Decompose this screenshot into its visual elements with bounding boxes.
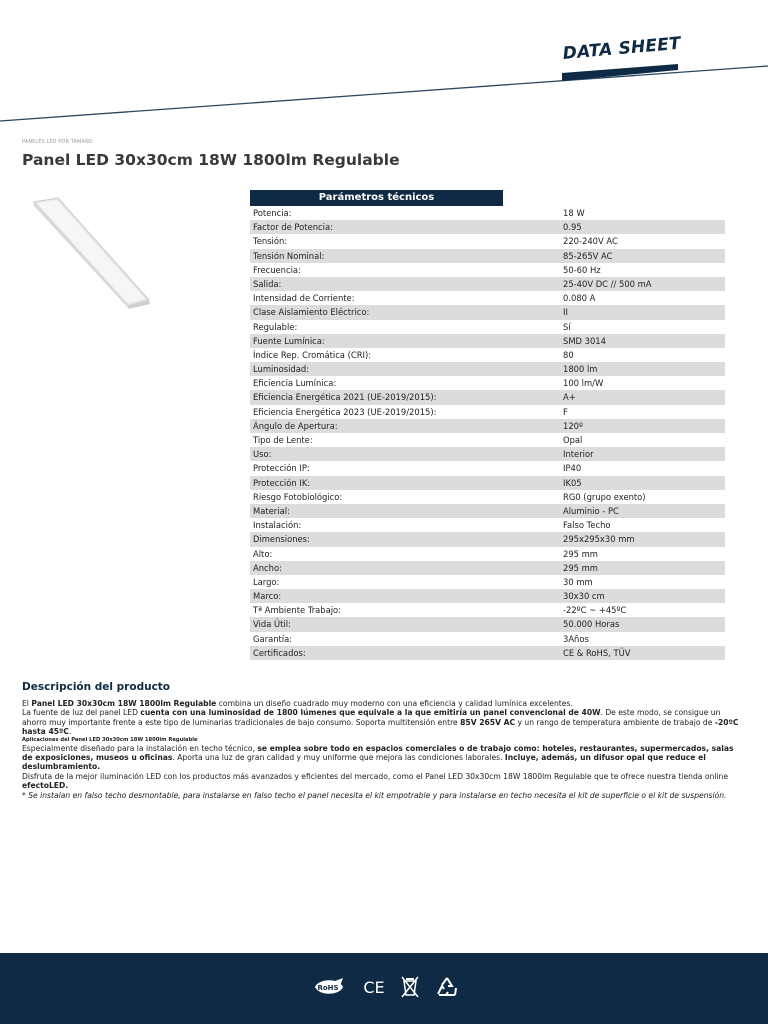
ce-label: CE [363, 978, 385, 997]
spec-value: CE & RoHS, TÜV [563, 647, 631, 658]
spec-value: 0.080 A [563, 293, 596, 304]
spec-label: Intensidad de Corriente: [253, 293, 355, 304]
spec-row [250, 220, 725, 234]
spec-row [250, 561, 725, 575]
spec-row [250, 263, 725, 277]
spec-value: 220-240V AC [563, 236, 618, 247]
spec-value: Aluminio - PC [563, 505, 619, 516]
spec-label: Tª Ambiente Trabajo: [253, 605, 341, 616]
spec-value: 18 W [563, 208, 585, 218]
spec-row [250, 632, 725, 646]
product-image [24, 188, 160, 320]
spec-label: Certificados: [253, 647, 306, 658]
spec-label: Ángulo de Apertura: [253, 420, 338, 431]
text: Disfruta de la mejor iluminación LED con los productos más avanzados y eficientes del mercado, como el Panel LED 30x30cm 18W 1800lm Regulable que te ofrece nuestra tienda online [22, 771, 729, 781]
installation-note: * Se instalan en falso techo desmontable, para instalarse en falso techo el panel necesita el kit empotrable y para instalarse en techo necesita el kit de superficie o el kit de suspensión. [22, 790, 727, 800]
spec-label: Vida Útil: [253, 619, 291, 630]
spec-label: Salida: [253, 278, 282, 289]
spec-row [250, 419, 725, 433]
ce-mark-icon [362, 976, 386, 998]
spec-row [250, 320, 725, 334]
spec-label: Largo: [253, 576, 280, 587]
spec-label: Eficiencia Lumínica: [253, 378, 337, 389]
spec-value: F [563, 406, 568, 417]
spec-row [250, 504, 725, 518]
highlight-text: Incluye, además, un difusor opal que reduce el deslumbramiento. [22, 753, 706, 772]
description-heading: Descripción del producto [22, 681, 171, 693]
spec-label: Marco: [253, 591, 282, 602]
text: Especialmente diseñado para la instalación en techo técnico, [22, 743, 258, 753]
spec-value: 30x30 cm [563, 591, 605, 602]
spec-row [250, 603, 725, 617]
spec-value: 0.95 [563, 222, 582, 233]
spec-label: Luminosidad: [253, 364, 310, 375]
spec-value: 30 mm [563, 576, 593, 587]
spec-value: 25-40V DC // 500 mA [563, 278, 652, 289]
spec-label: Protección IP: [253, 463, 310, 474]
spec-label: Tensión Nominal: [253, 250, 325, 261]
spec-label: Tipo de Lente: [253, 435, 313, 445]
spec-label: Dimensiones: [253, 534, 310, 545]
spec-value: II [563, 307, 568, 318]
spec-row [250, 476, 725, 490]
spec-label: Eficiencia Energética 2023 (UE-2019/2015): [253, 406, 437, 417]
text: combina un diseño cuadrado muy moderno con una eficiencia y calidad lumínica excelentes. [216, 699, 573, 708]
text: La fuente de luz del panel LED [22, 708, 141, 718]
spec-label: Riesgo Fotobiológico: [253, 491, 343, 502]
spec-value: 85-265V AC [563, 250, 613, 261]
spec-row [250, 589, 725, 603]
spec-value: A+ [563, 392, 576, 403]
spec-row [250, 249, 725, 263]
spec-row [250, 390, 725, 404]
spec-label: Factor de Potencia: [253, 222, 333, 233]
spec-value: 120º [563, 420, 583, 431]
text: El [22, 699, 32, 708]
spec-label: Alto: [253, 548, 273, 559]
datasheet-title: DATA SHEET [562, 33, 682, 64]
spec-value: 295 mm [563, 562, 598, 573]
applications-subheading: Aplicaciones del Panel LED 30x30cm 18W 1800lm Regulable [22, 736, 198, 743]
specs-table [250, 206, 725, 660]
spec-value: Sí [563, 321, 571, 332]
spec-value: 3Años [563, 633, 589, 644]
spec-label: Uso: [253, 449, 272, 460]
highlight-text: 85V 265V AC [460, 717, 516, 727]
header-decoration [0, 0, 768, 130]
spec-row [250, 518, 725, 532]
rohs-label: RoHS [317, 984, 339, 992]
spec-value: 50-60 Hz [563, 264, 601, 275]
spec-row [250, 277, 725, 291]
product-name-bold: Panel LED 30x30cm 18W 1800lm Regulable [31, 699, 217, 708]
rohs-icon [313, 976, 345, 998]
recycle-icon [435, 976, 459, 998]
spec-label: Tensión: [253, 236, 288, 247]
spec-row [250, 575, 725, 589]
description-paragraph [22, 699, 746, 708]
spec-row [250, 305, 725, 319]
description-paragraph [22, 744, 746, 772]
spec-row [250, 206, 725, 220]
store-name: efectoLED. [22, 781, 69, 791]
text: . Aporta una luz de gran calidad y muy uniforme que mejora las condiciones laborales. [172, 753, 505, 763]
spec-value: 295 mm [563, 548, 598, 559]
text: . [68, 727, 72, 737]
spec-value: IP40 [563, 463, 582, 474]
spec-label: Instalación: [253, 520, 302, 531]
spec-value: IK05 [563, 477, 582, 488]
spec-row [250, 447, 725, 461]
spec-row [250, 532, 725, 546]
spec-value: 100 lm/W [563, 378, 604, 389]
footer [0, 953, 768, 1024]
description-paragraph [22, 772, 746, 791]
spec-value: 295x295x30 mm [563, 534, 635, 545]
spec-value: 50.000 Horas [563, 619, 620, 630]
spec-label: Regulable: [253, 321, 298, 332]
spec-label: Garantía: [253, 633, 293, 644]
spec-row [250, 291, 725, 305]
spec-value: Opal [563, 435, 583, 445]
spec-row [250, 433, 725, 447]
spec-label: Protección IK: [253, 477, 311, 488]
spec-label: Potencia: [253, 208, 292, 218]
spec-row [250, 617, 725, 631]
spec-row [250, 234, 725, 248]
spec-value: -22ºC ~ +45ºC [563, 605, 627, 616]
spec-label: Eficiencia Energética 2021 (UE-2019/2015): [253, 392, 437, 403]
spec-row [250, 348, 725, 362]
spec-value: RG0 (grupo exento) [563, 491, 646, 502]
weee-bin-icon [401, 976, 419, 998]
spec-label: Ancho: [253, 562, 282, 573]
text: . De este modo, se consigue un ahorro muy importante frente a este tipo de luminarias tradicionales de bajo consumo. Soporta multitensión entre [22, 708, 721, 727]
product-description [22, 699, 746, 800]
page-title: Panel LED 30x30cm 18W 1800lm Regulable [22, 151, 400, 169]
highlight-text: -20ºC hasta 45ºC [22, 717, 739, 737]
spec-row [250, 547, 725, 561]
spec-label: Fuente Lumínica: [253, 335, 325, 346]
spec-row [250, 490, 725, 504]
spec-value: SMD 3014 [563, 335, 606, 346]
spec-label: Frecuencia: [253, 264, 301, 275]
spec-row [250, 376, 725, 390]
spec-label: Material: [253, 505, 290, 516]
spec-row [250, 362, 725, 376]
specs-table-header: Parámetros técnicos [250, 190, 503, 206]
spec-value: Falso Techo [563, 520, 611, 531]
spec-label: Índice Rep. Cromática (CRI): [253, 349, 372, 360]
spec-value: 80 [563, 349, 574, 360]
description-paragraph [22, 708, 746, 736]
spec-label: Clase Aislamiento Eléctrico: [253, 307, 370, 318]
spec-row [250, 334, 725, 348]
highlight-text: cuenta con una luminosidad de 1800 lúmenes que equivale a la que emitiría un panel convencional de 40W [140, 708, 601, 718]
spec-value: 1800 lm [563, 364, 598, 375]
spec-row [250, 405, 725, 419]
text: y un rango de temperatura ambiente de trabajo de [515, 717, 715, 727]
highlight-text: se emplea sobre todo en espacios comerciales o de trabajo como: hoteles, restaurantes, supermercados, salas de exposiciones, museos u oficinas [22, 743, 734, 763]
spec-value: Interior [563, 449, 594, 460]
spec-row [250, 461, 725, 475]
spec-row [250, 646, 725, 660]
breadcrumb[interactable]: PANELES LED POR TAMAÑO [22, 139, 93, 145]
